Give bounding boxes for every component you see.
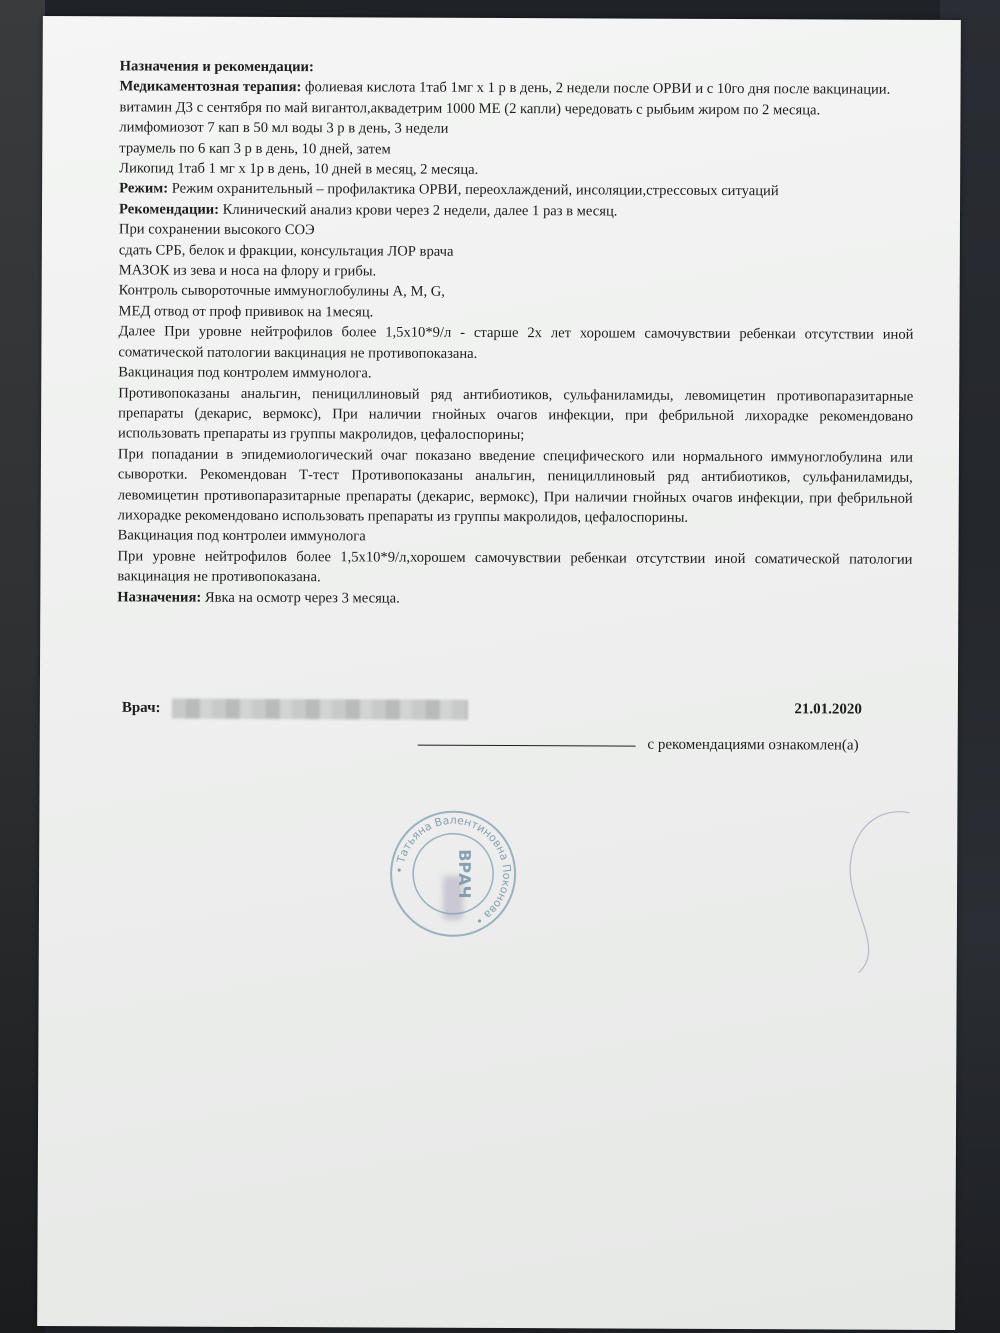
paragraph-label: Медикаментозная терапия: (119, 78, 302, 96)
paragraph-text: МАЗОК из зева и носа на флору и грибы. (118, 262, 377, 280)
acknowledgement-text: с рекомендациями ознакомлен(а) (647, 736, 859, 754)
stamp-center-text: ВРАЧ (455, 849, 475, 899)
paragraph-label: Рекомендации: (118, 201, 220, 218)
paragraph-text: Клинический анализ крови через 2 недели, далее 1 раз в месяц. (219, 201, 618, 220)
document-heading: Назначения и рекомендации: (119, 58, 314, 76)
signature-blank (418, 745, 636, 747)
document-date: 21.01.2020 (794, 701, 862, 718)
paragraph-text: Явка на осмотр через 3 месяца. (201, 589, 400, 607)
paragraph-text: Контроль сывороточные иммуноглобулины А, М, G, (118, 282, 446, 301)
paragraph (118, 444, 913, 529)
paragraph-text: траумель по 6 кап 3 р в день, 10 дней, затем (119, 139, 391, 158)
paragraph-text: витамин Д3 с сентября по май вигантол,аквадетрим 1000 МЕ (2 капли) чередовать с рыбьим жиром по 2 месяца. (119, 99, 821, 119)
doctor-stamp (387, 808, 520, 941)
paragraph-text: При попадании в эпидемиологический очаг показано введение специфического или нормального иммуноглобулина или сыворотки. Рекомендован Т-тест Противопоказаны анальгин, пенициллиновый ряд антибиотиков, сульфаниламиды, левомицетин противопаразитарные препараты (декарис, вермокс), При наличии гнойных очагов инфекции, при фебрильной лихорадке рекомендовано использовать препараты из группы макролидов, цефалоспорины. (117, 446, 913, 526)
paragraph-text: Режим охранительный – профилактика ОРВИ, переохлаждений, инсоляции,стрессовых ситуаций (168, 180, 779, 200)
document-sheet (37, 16, 961, 1330)
paragraph-text: Ликопид 1таб 1 мг х 1р в день, 10 дней в месяц, 2 месяца. (119, 160, 479, 178)
paragraph-text: сдать СРБ, белок и фракции, консультация ЛОР врача (118, 241, 454, 260)
paragraph-text: Далее При уровне нейтрофилов более 1,5х10*9/л - старше 2х лет хорошем самочувствии ребенкаи отсутствии иной соматической патологии вакцинация не противопоказана. (118, 323, 914, 362)
paragraph-text: Вакцинация под контролеи иммунолога (117, 527, 366, 545)
paragraph (118, 383, 913, 448)
paragraph (117, 546, 912, 590)
paragraph-text: При сохранении высокого СОЭ (118, 221, 315, 239)
paragraph (117, 587, 912, 611)
paragraph-label: Режим: (119, 180, 169, 197)
redacted-doctor-name (172, 699, 468, 720)
paragraph-text: Вакцинация под контролем иммунолога. (118, 364, 372, 382)
paragraph (118, 362, 913, 386)
paragraph (118, 322, 913, 366)
paragraph-label: Назначения: (117, 588, 202, 606)
stamp-ring-text: • Татьяна Валентиновна Поконова • (393, 813, 514, 928)
paragraph-text: Противопоказаны анальгин, пенициллиновый ряд антибиотиков, сульфаниламиды, левомицетин противопаразитарные препараты (декарис, вермокс), При наличии гнойных очагов инфекции, при фебрильной лихорадке рекомендовано использовать препараты из группы макролидов, цефалоспорины; (118, 384, 914, 444)
doctor-label: Врач: (121, 699, 161, 716)
stamp-blurred-area (443, 876, 463, 920)
pen-scribble (799, 804, 920, 975)
paragraph-text: лимфомиозот 7 кап в 50 мл воды 3 р в день, 3 недели (119, 119, 449, 137)
signature-row (122, 698, 862, 725)
acknowledgement-line (418, 736, 859, 755)
paragraph-text: фолиевая кислота 1таб 1мг х 1 р в день, 2 недели после ОРВИ и с 10го дня после вакцинации. (301, 79, 891, 99)
paragraph-text: При уровне нейтрофилов более 1,5х10*9/л,хорошем самочувствии ребенкаи отсутствии иной соматической патологии вакцинация не противопоказана. (117, 548, 913, 586)
document-body (117, 56, 914, 610)
paragraph-text: МЕД отвод от проф прививок на 1месяц. (118, 303, 374, 321)
paragraph-list (117, 77, 914, 611)
